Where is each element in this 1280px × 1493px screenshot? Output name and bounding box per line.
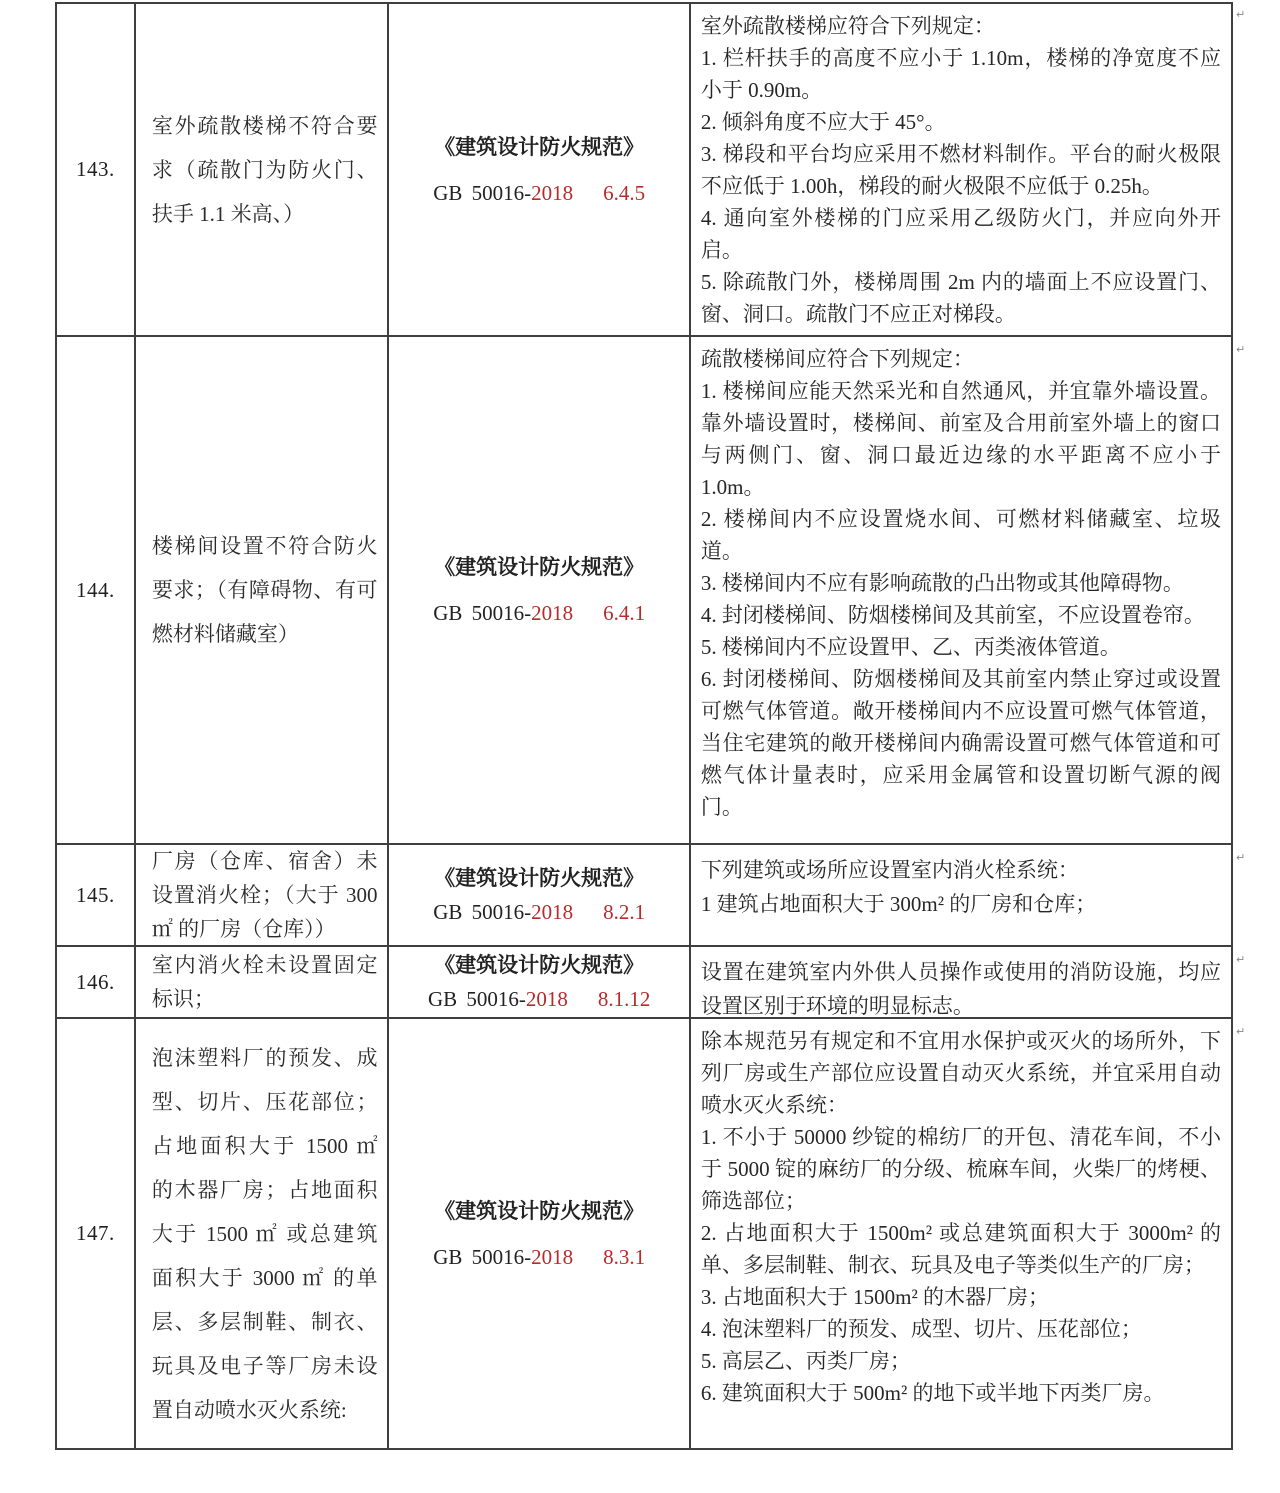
reference-title: 《建筑设计防火规范》 xyxy=(434,134,645,159)
detail-paragraph: 除本规范另有规定和不宜用水保护或灭火的场所外，下列厂房或生产部位应设置自动灭火系统，并宜采用自动喷水灭火系统： xyxy=(700,1029,1221,1117)
issue-cell xyxy=(136,1019,390,1450)
detail-paragraph: 4. 泡沫塑料厂的预发、成型、切片、压花部位； xyxy=(700,1317,1142,1341)
detail-paragraph: 6. 建筑面积大于 500m² 的地下或半地下丙类厂房。 xyxy=(700,1381,1165,1405)
detail-paragraph: 1. 楼梯间应能天然采光和自然通风，并宜靠外墙设置。靠外墙设置时，楼梯间、前室及合用前室外墙上的窗口与两侧门、窗、洞口最近边缘的水平距离不应小于 1.0m。 xyxy=(700,379,1221,499)
reference-code xyxy=(433,895,645,929)
detail-paragraph: 1. 不小于 50000 纱锭的棉纺厂的开包、清花车间，不小于 5000 锭的麻纺厂的分级、梳麻车间，火柴厂的烤梗、筛选部位； xyxy=(700,1125,1221,1213)
details-cell xyxy=(691,947,1233,1019)
return-mark-icon: ↵ xyxy=(1236,8,1246,21)
reference-year: 2018 xyxy=(525,987,568,1011)
row-number-cell xyxy=(57,845,136,947)
row-number-cell xyxy=(57,337,136,845)
reference-code xyxy=(433,170,645,216)
detail-paragraph: 2. 倾斜角度不应大于 45°。 xyxy=(700,110,946,134)
issue-cell xyxy=(136,337,390,845)
row-number: 147. xyxy=(76,1221,115,1245)
reference-title: 《建筑设计防火规范》 xyxy=(434,555,645,579)
issue-text: 厂房（仓库、宿舍）未设置消火栓；（大于 300 ㎡ 的厂房（仓库）） xyxy=(151,849,378,941)
details-cell xyxy=(691,337,1233,845)
reference-code-number: GB 50016- xyxy=(433,1244,532,1269)
reference-cell xyxy=(389,845,690,947)
detail-paragraph: 疏散楼梯间应符合下列规定： xyxy=(700,347,974,371)
reference-code xyxy=(433,1234,645,1280)
detail-paragraph: 3. 占地面积大于 1500m² 的木器厂房； xyxy=(700,1285,1050,1309)
reference-section: 8.1.12 xyxy=(597,987,651,1011)
table-row xyxy=(57,947,1233,1019)
details-cell xyxy=(691,845,1233,947)
details-cell xyxy=(691,4,1233,337)
details-cell xyxy=(691,1019,1233,1450)
row-number-cell xyxy=(57,1019,136,1450)
detail-paragraph: 1 建筑占地面积大于 300m² 的厂房和仓库； xyxy=(700,892,1097,916)
reference-year: 2018 xyxy=(531,180,574,205)
row-number-cell xyxy=(57,947,136,1019)
reference-code-number: GB 50016- xyxy=(427,987,526,1011)
reference-year: 2018 xyxy=(531,1244,574,1269)
row-number: 144. xyxy=(76,577,115,602)
detail-paragraph: 5. 除疏散门外，楼梯周围 2m 内的墙面上不应设置门、窗、洞口。疏散门不应正对梯段。 xyxy=(700,270,1221,326)
fire-safety-regulations-table xyxy=(55,2,1233,1450)
reference-cell xyxy=(389,1019,690,1450)
table-row xyxy=(57,337,1233,845)
detail-paragraph: 2. 占地面积大于 1500m² 或总建筑面积大于 3000m² 的单、多层制鞋、制衣、玩具及电子等类似生产的厂房； xyxy=(700,1221,1221,1277)
return-mark-icon: ↵ xyxy=(1236,851,1246,864)
row-number: 143. xyxy=(76,157,115,181)
detail-paragraph: 下列建筑或场所应设置室内消火栓系统： xyxy=(700,858,1079,882)
reference-year: 2018 xyxy=(531,900,574,924)
reference-cell xyxy=(389,337,690,845)
detail-paragraph: 5. 楼梯间内不应设置甲、乙、丙类液体管道。 xyxy=(700,635,1121,659)
reference-title: 《建筑设计防火规范》 xyxy=(434,866,645,890)
row-number-cell xyxy=(57,4,136,337)
detail-paragraph: 1. 栏杆扶手的高度不应小于 1.10m，楼梯的净宽度不应小于 0.90m。 xyxy=(700,46,1221,102)
detail-paragraph: 4. 封闭楼梯间、防烟楼梯间及其前室，不应设置卷帘。 xyxy=(700,603,1205,627)
return-mark-icon: ↵ xyxy=(1236,343,1246,356)
reference-cell xyxy=(389,4,690,337)
detail-paragraph: 室外疏散楼梯应符合下列规定： xyxy=(700,14,995,38)
reference-title: 《建筑设计防火规范》 xyxy=(434,1198,645,1223)
issue-text: 室外疏散楼梯不符合要求（疏散门为防火门、扶手 1.1 米高、） xyxy=(151,113,378,226)
detail-paragraph: 设置在建筑室内外供人员操作或使用的消防设施，均应设置区别于环境的明显标志。 xyxy=(700,960,1221,1018)
reference-section: 6.4.1 xyxy=(603,601,646,625)
issue-text: 泡沫塑料厂的预发、成型、切片、压花部位；占地面积大于 1500 ㎡ 的木器厂房；占地面积大于 1500 ㎡ 或总建筑面积大于 3000 ㎡ 的单层、多层制鞋、制衣、玩具及电子等厂房未设置自动喷水灭火系统: xyxy=(151,1045,378,1422)
detail-paragraph: 4. 通向室外楼梯的门应采用乙级防火门，并应向外开启。 xyxy=(700,206,1221,262)
row-number: 145. xyxy=(76,882,115,907)
issue-text: 楼梯间设置不符合防火要求；（有障碍物、有可燃材料储藏室） xyxy=(151,534,378,646)
reference-cell xyxy=(389,947,690,1019)
issue-cell xyxy=(136,947,390,1019)
table-row xyxy=(57,845,1233,947)
return-mark-icon: ↵ xyxy=(1236,953,1246,966)
reference-code xyxy=(433,590,645,636)
detail-paragraph: 2. 楼梯间内不应设置烧水间、可燃材料储藏室、垃圾道。 xyxy=(700,507,1221,563)
issue-cell xyxy=(136,845,390,947)
reference-title: 《建筑设计防火规范》 xyxy=(434,953,645,977)
detail-paragraph: 3. 梯段和平台均应采用不燃材料制作。平台的耐火极限不应低于 1.00h，梯段的耐火极限不应低于 0.25h。 xyxy=(700,142,1221,198)
reference-code xyxy=(428,982,650,1016)
detail-paragraph: 5. 高层乙、丙类厂房； xyxy=(700,1349,911,1373)
reference-code-number: GB 50016- xyxy=(433,180,532,205)
issue-text: 室内消火栓未设置固定标识； xyxy=(151,953,378,1011)
reference-section: 6.4.5 xyxy=(603,180,646,205)
reference-section: 8.2.1 xyxy=(603,900,646,924)
issue-cell xyxy=(136,4,390,337)
detail-paragraph: 3. 楼梯间内不应有影响疏散的凸出物或其他障碍物。 xyxy=(700,571,1184,595)
row-number: 146. xyxy=(76,969,115,994)
reference-code-number: GB 50016- xyxy=(433,601,532,625)
table-row xyxy=(57,1019,1233,1450)
detail-paragraph: 6. 封闭楼梯间、防烟楼梯间及其前室内禁止穿过或设置可燃气体管道。敞开楼梯间内不应设置可燃气体管道，当住宅建筑的敞开楼梯间内确需设置可燃气体管道和可燃气体计量表时，应采用金属管和设置切断气源的阀门。 xyxy=(700,667,1221,819)
reference-section: 8.3.1 xyxy=(603,1244,646,1269)
reference-code-number: GB 50016- xyxy=(433,900,532,924)
return-mark-icon: ↵ xyxy=(1236,1025,1246,1038)
table-row xyxy=(57,4,1233,337)
reference-year: 2018 xyxy=(531,601,574,625)
